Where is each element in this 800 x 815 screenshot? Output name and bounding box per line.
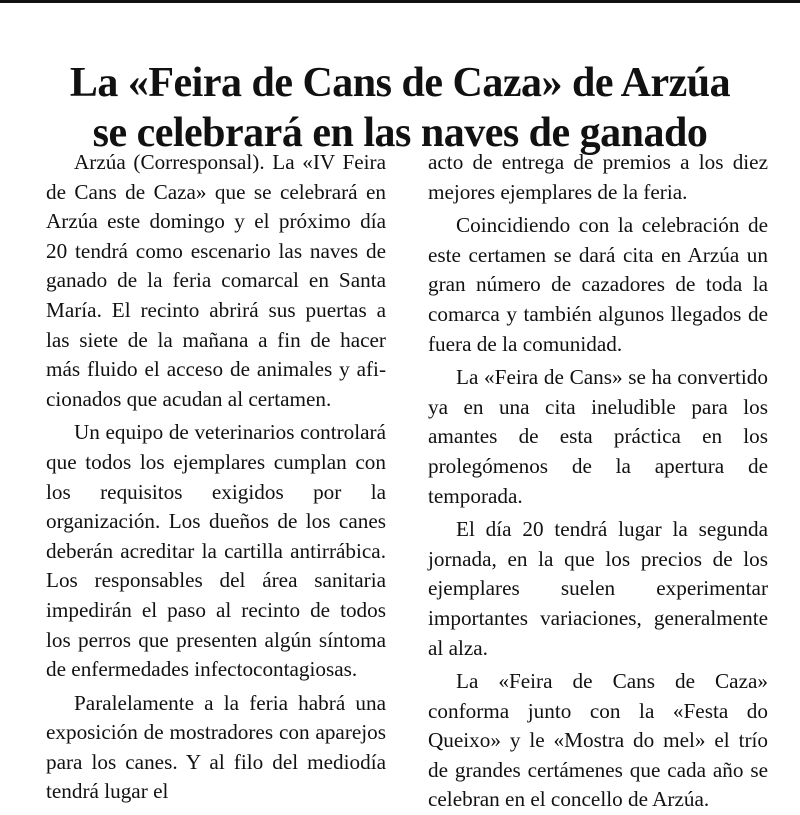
headline-line-1: La «Feira de Cans de Caza» de Arzúa: [69, 60, 731, 107]
paragraph: La «Feira de Cans de Caza» conforma junto con la «Festa do Queixo» y le «Mostra do mel» el trío de grandes certámenes que cada año se celebran en el concello de Arzúa.: [428, 669, 768, 812]
paragraph: Paralelamente a la feria habrá una exposición de mostradores con aparejos para los canes. Y al filo del mediodía tendrá lugar el: [46, 690, 386, 804]
top-rule: [0, 0, 800, 3]
article-column-left: [46, 148, 386, 807]
paragraph: El día 20 tendrá lugar la segunda jornada, en la que los precios de los ejemplares suelen experimentar importantes variaciones, generalmente al alza.: [428, 517, 768, 660]
headline-line-2: se celebrará en las naves de ganado: [92, 110, 708, 157]
paragraph-continued: acto de entrega de premios a los diez mejores ejemplares de la feria.: [428, 150, 768, 204]
paragraph: La «Feira de Cans» se ha convertido ya en una cita ineludible para los amantes de esta práctica en los prolegómenos de la apertura de temporada.: [428, 365, 768, 508]
article-column-right: [428, 148, 768, 815]
paragraph: Un equipo de veterinarios controlará que todos los ejemplares cumplan con los requisitos exigidos por la organización. Los dueños de los canes deberán acreditar la cartilla antirrábica. Los responsables del área sanitaria impedirán el paso al recinto de todos los perros que presenten algún síntoma de enfermedades infectocontagiosas.: [46, 420, 386, 682]
headline: [0, 58, 800, 158]
paragraph: Arzúa (Corresponsal). La «IV Feira de Cans de Caza» que se celebrará en Arzúa este domingo y el próximo día 20 tendrá como escenario las naves de ganado de la feria comarcal en Santa María. El recinto abrirá sus puertas a las siete de la mañana a fin de hacer más fluido el acceso de animales y aficionados que acudan al certamen.: [46, 150, 386, 411]
paragraph: Coincidiendo con la celebración de este certamen se dará cita en Arzúa un gran número de cazadores de toda la comarca y también algunos llegados de fuera de la comunidad.: [428, 213, 768, 356]
